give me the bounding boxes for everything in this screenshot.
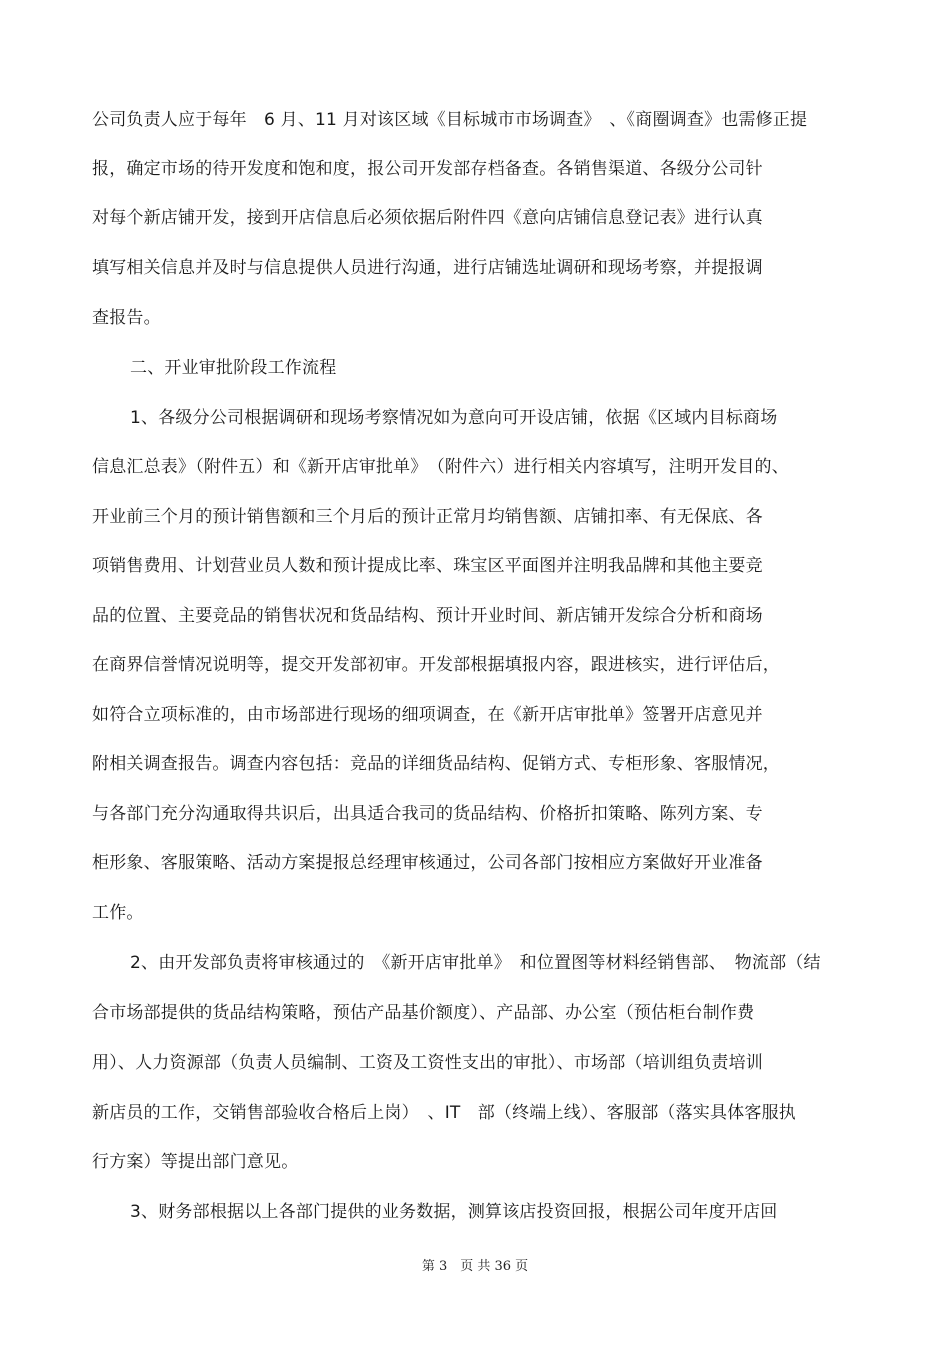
section-heading: 二、开业审批阶段工作流程 [130, 358, 337, 378]
text-line: 工作。 [92, 903, 144, 923]
text-line: 开业前三个月的预计销售额和三个月后的预计正常月均销售额、店铺扣率、有无保底、各 [92, 507, 763, 527]
text-line: 用）、人力资源部（负责人员编制、工资及工资性支出的审批）、市场部（培训组负责培训 [92, 1053, 763, 1073]
text-line: 品的位置、主要竞品的销售状况和货品结构、预计开业时间、新店铺开发综合分析和商场 [92, 606, 763, 626]
text-line: 信息汇总表》（附件五）和《新开店审批单》 （附件六）进行相关内容填写，注明开发目的、 [92, 457, 789, 477]
text-line: 查报告。 [92, 308, 161, 328]
text-line: 项销售费用、计划营业员人数和预计提成比率、珠宝区平面图并注明我品牌和其他主要竞 [92, 556, 763, 576]
text-line: 行方案）等提出部门意见。 [92, 1152, 299, 1172]
text-line: 新店员的工作，交销售部验收合格后上岗） 、IT 部（终端上线）、客服部（落实具体客服执 [92, 1103, 796, 1123]
text-line: 如符合立项标准的，由市场部进行现场的细项调查，在《新开店审批单》签署开店意见并 [92, 705, 763, 725]
text-line: 2、由开发部负责将审核通过的 《新开店审批单》 和位置图等材料经销售部、 物流部（结 [130, 953, 821, 973]
text-line: 公司负责人应于每年 6 月、11 月对该区域《目标城市市场调查》 、《商圈调查》也需修正提 [92, 110, 808, 130]
text-line: 3、财务部根据以上各部门提供的业务数据，测算该店投资回报，根据公司年度开店回 [130, 1202, 778, 1222]
text-line: 柜形象、客服策略、活动方案提报总经理审核通过，公司各部门按相应方案做好开业准备 [92, 853, 763, 873]
text-line: 1、各级分公司根据调研和现场考察情况如为意向可开设店铺，依据《区域内目标商场 [130, 408, 778, 428]
page-footer: 第 3 页 共 36 页 [421, 1259, 529, 1274]
text-line: 对每个新店铺开发，接到开店信息后必须依据后附件四《意向店铺信息登记表》进行认真 [92, 208, 763, 228]
text-line: 附相关调查报告。调查内容包括：竞品的详细货品结构、促销方式、专柜形象、客服情况， [92, 754, 780, 774]
text-line: 在商界信誉情况说明等，提交开发部初审。开发部根据填报内容，跟进核实，进行评估后， [92, 655, 780, 675]
text-line: 报，确定市场的待开发度和饱和度，报公司开发部存档备查。各销售渠道、各级分公司针 [92, 159, 763, 179]
text-line: 与各部门充分沟通取得共识后，出具适合我司的货品结构、价格折扣策略、陈列方案、专 [92, 804, 763, 824]
text-line: 合市场部提供的货品结构策略，预估产品基价额度）、产品部、办公室（预估柜台制作费 [92, 1003, 755, 1023]
text-line: 填写相关信息并及时与信息提供人员进行沟通，进行店铺选址调研和现场考察，并提报调 [92, 258, 763, 278]
